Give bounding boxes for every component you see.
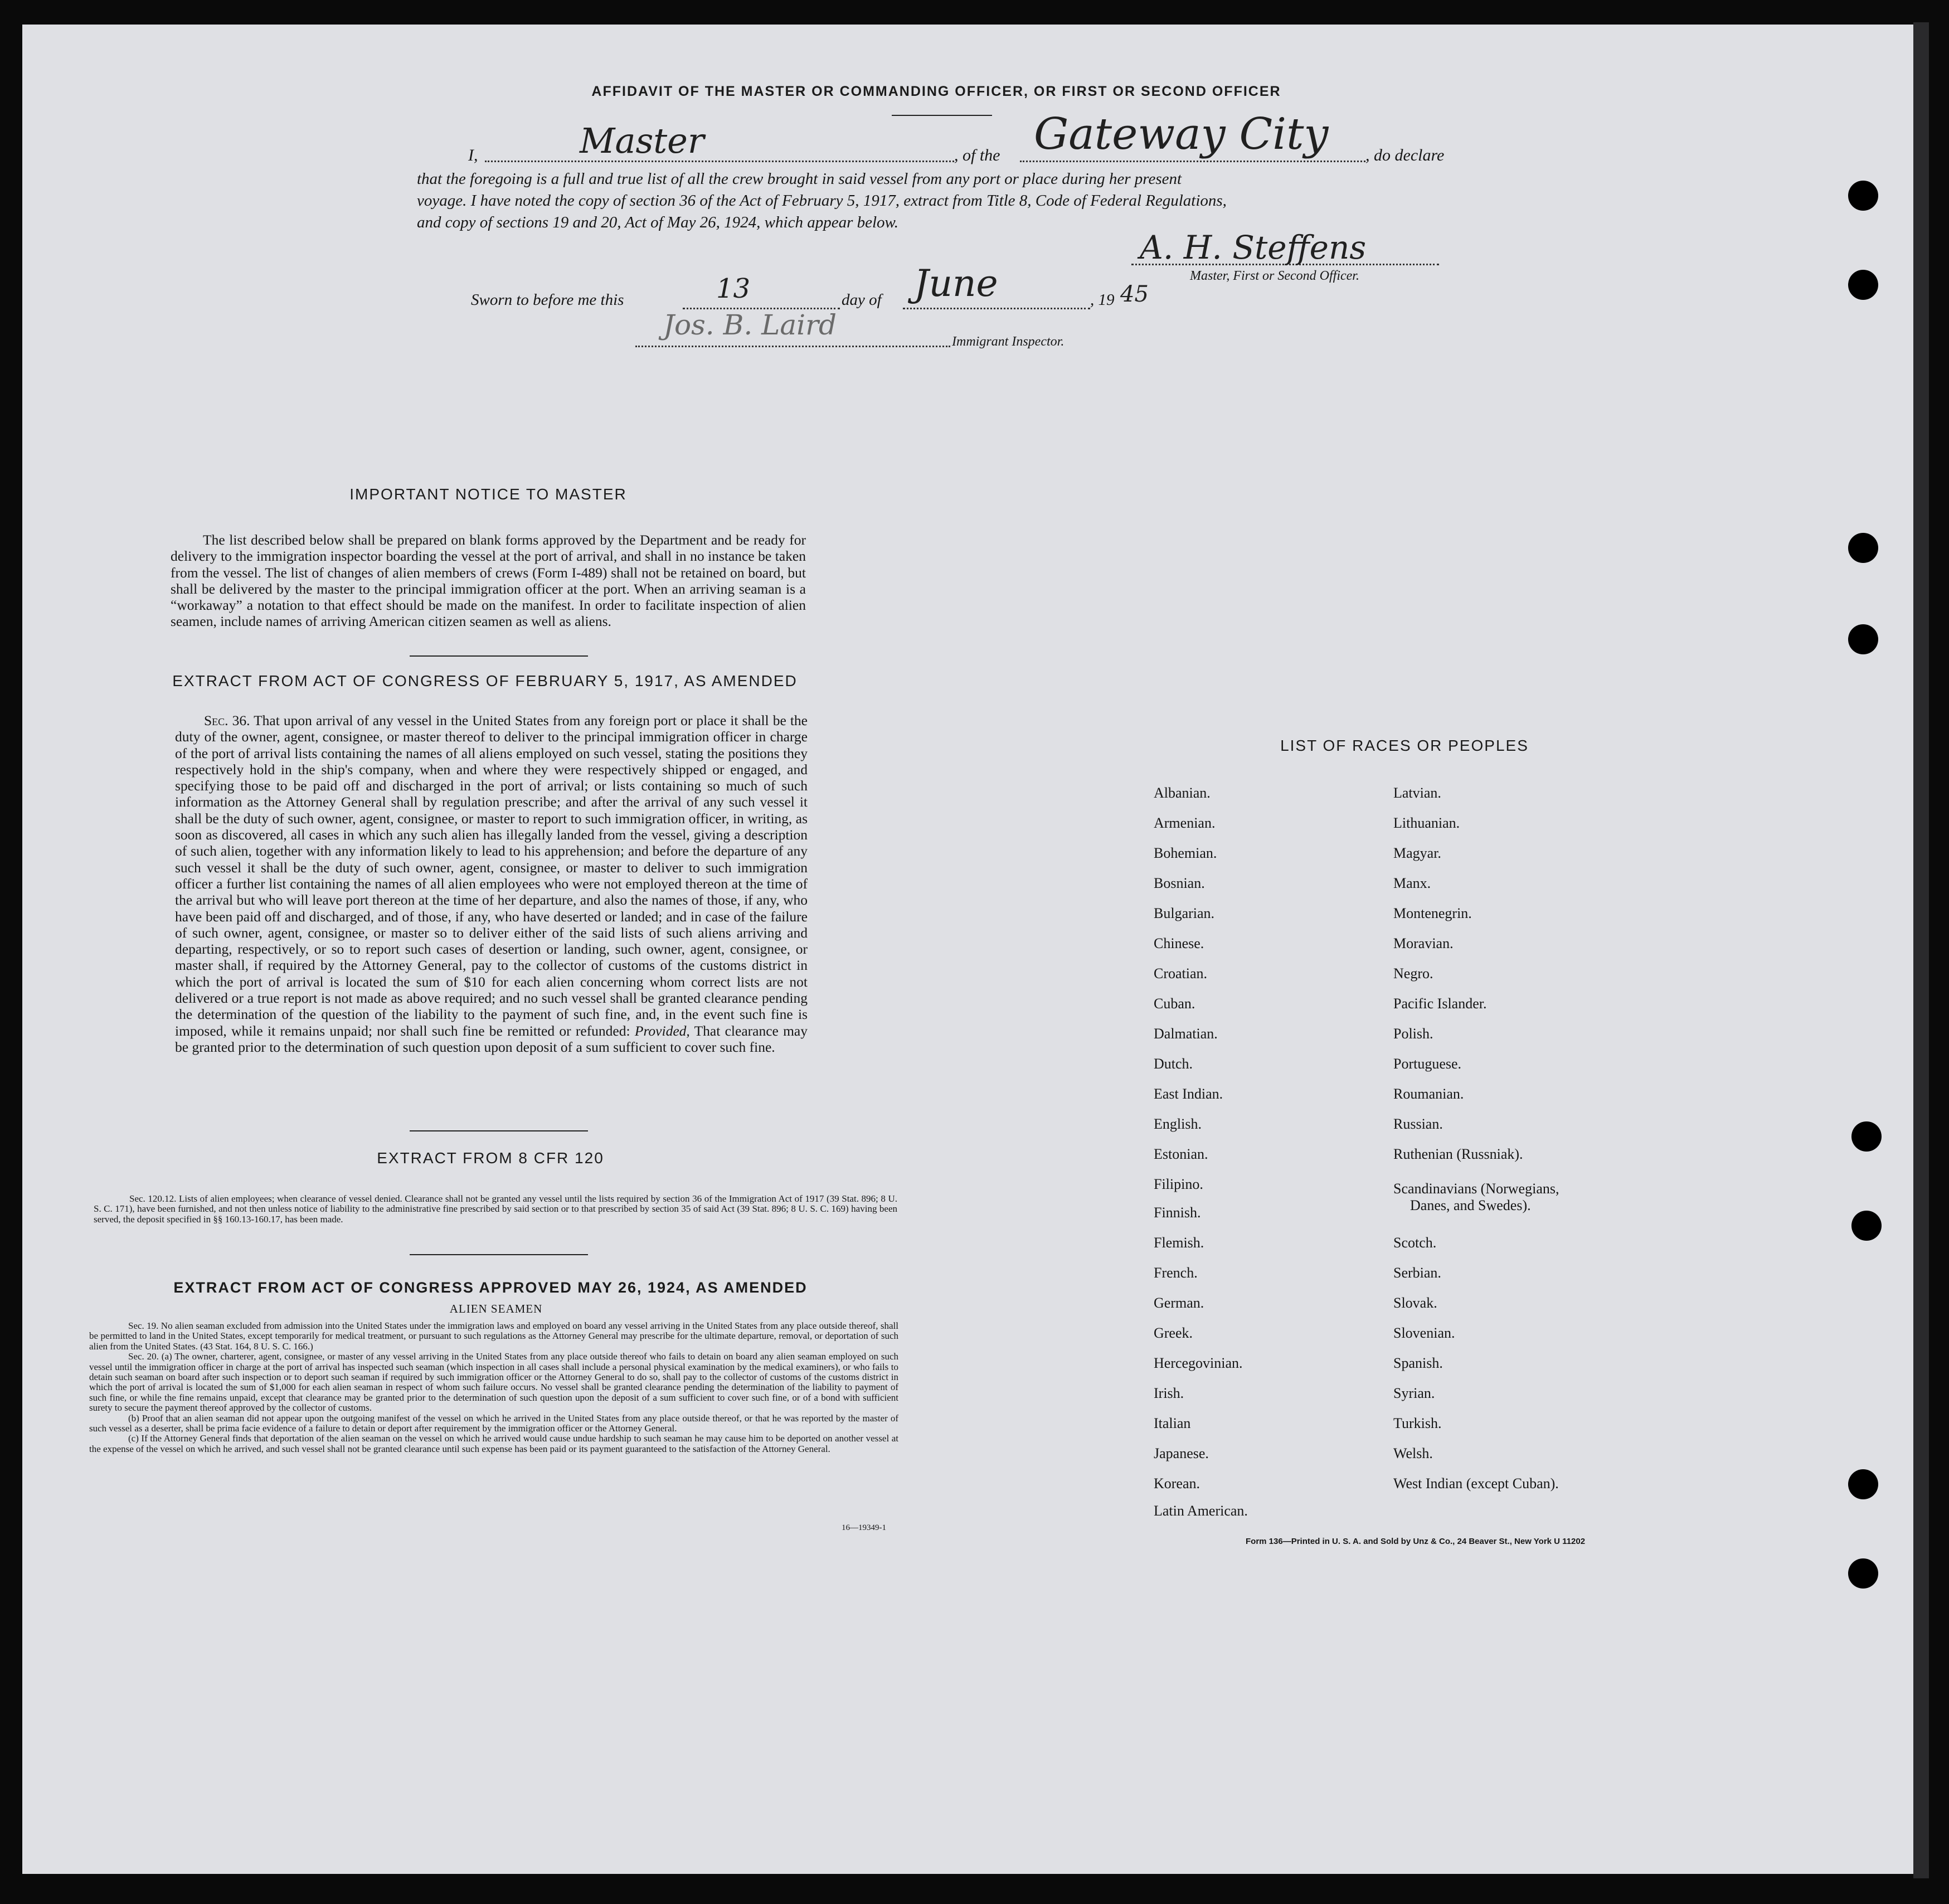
race-left-24: Latin American.	[1154, 1503, 1248, 1519]
sec-20b-paragraph: (b) Proof that an alien seaman did not appear upon the outgoing manifest of the vessel on which he arrived in the United States from any place outside thereof, or that he was reported by the master of such vessel as a deserter, shall be prima facie evidence of a failure to detain or deport after requirement by the immigration officer or the Attorney General.	[89, 1412, 898, 1434]
race-left-23: Korean.	[1154, 1475, 1200, 1492]
provided-text: That clearance may be granted prior to the determination of such question upon deposit of a sum sufficient to cover such fine.	[175, 1022, 808, 1055]
race-left-14: Finnish.	[1154, 1204, 1201, 1221]
day-of-label: day of	[842, 291, 882, 309]
race-right-12: Ruthenian (Russniak).	[1393, 1146, 1523, 1162]
race-right-10: Roumanian.	[1393, 1086, 1464, 1102]
race-right-17: Slovenian.	[1393, 1325, 1455, 1341]
race-right-6: Negro.	[1393, 965, 1433, 982]
race-right-22: West Indian (except Cuban).	[1393, 1475, 1559, 1492]
race-left-2: Bohemian.	[1154, 845, 1217, 861]
vessel-name-handwritten: Gateway City	[1034, 109, 1329, 159]
race-right-5: Moravian.	[1393, 935, 1454, 951]
provided-label: Provided,	[634, 1022, 690, 1039]
race-right-1: Lithuanian.	[1393, 815, 1460, 831]
sec-36-text: That upon arrival of any vessel in the United States from any foreign port or place it shall be the duty of the owner, agent, consignee, or master thereof to deliver to the principal immigration officer in charge of the port of arrival lists containing the names of all aliens employed on such vessel, stating the positions they respectively hold in the ship's company, when and where they were respectively shipped or engaged, and specifying those to be paid off and discharged in the port of arrival; or lists containing so much of such information as the Attorney General shall by regulation prescribe; and after the arrival of any such vessel it shall be the duty of such owner, agent, consignee, or master to report to such immigration officer, in writing, as soon as discovered, all cases in which any such alien has illegally landed from the vessel, giving a description of such alien, together with any information likely to lead to his apprehension; and before the departure of any such vessel it shall be the duty of such owner, agent, consignee, or master to deliver to such immigration officer a further list containing the names of all alien employees who were not employed thereon at the time of the arrival but who will leave port thereon at the time of her departure, and also the names of those, if any, who have been paid off and discharged, and of those, if any, who have deserted or landed; and in case of the failure of such owner, agent, consignee, or master so to deliver either of the said lists of such aliens arriving and departing, respectively, or so to report such cases of desertion or landing, such owner, agent, consignee, or master shall, if required by the Attorney General, pay to the collector of customs of the customs district in which the port of arrival is located the sum of $10 for each alien concerning whom correct lists are not delivered or a true report is not made as above required; and no such vessel shall be granted clearance pending the determination of the question of the liability to the payment of such fine, and, in the event such fine is imposed, while it remains unpaid; nor shall such fine be remitted or refunded:	[175, 712, 808, 1039]
punch-hole	[1851, 1121, 1882, 1152]
race-left-6: Croatian.	[1154, 965, 1208, 982]
race-left-1: Armenian.	[1154, 815, 1216, 831]
race-left-21: Italian	[1154, 1415, 1191, 1431]
master-name-field	[485, 123, 954, 162]
punch-hole	[1851, 1211, 1882, 1241]
punch-hole	[1848, 624, 1878, 654]
alien-seamen-subtitle: ALIEN SEAMEN	[449, 1302, 543, 1315]
inspector-caption: Immigrant Inspector.	[952, 334, 1065, 349]
race-left-3: Bosnian.	[1154, 875, 1205, 891]
race-left-16: French.	[1154, 1265, 1198, 1281]
sworn-month-handwritten: June	[914, 262, 998, 305]
race-right-0: Latvian.	[1393, 785, 1441, 801]
race-left-15: Flemish.	[1154, 1235, 1204, 1251]
extract-1917-text	[175, 712, 808, 1055]
notice-text	[171, 532, 806, 630]
sworn-label: Sworn to before me this	[471, 291, 624, 309]
do-declare-label: , do declare	[1365, 146, 1445, 164]
race-right-9: Portuguese.	[1393, 1056, 1462, 1072]
affidavit-title: AFFIDAVIT OF THE MASTER OR COMMANDING OFFICER, OR FIRST OR SECOND OFFICER	[591, 84, 1281, 99]
race-right-continuation: Danes, and Swedes).	[1410, 1197, 1531, 1213]
master-name-handwritten: Master	[580, 120, 704, 161]
cfr-title: EXTRACT FROM 8 CFR 120	[377, 1149, 604, 1167]
notice-paragraph: The list described below shall be prepared on blank forms approved by the Department and be ready for delivery to the immigration inspector boarding the vessel at the port of arrival, and shall in no instance be taken from the vessel. The list of changes of alien members of crews (Form I-489) shall not be retained on board, but shall be delivered by the master to the principal immigration officer at the port. When an arriving seaman is a “workaway” a notation to that effect should be made on the manifest. In order to facilitate inspection of alien seamen, include names of arriving American citizen seamen as well as aliens.	[171, 532, 806, 630]
cfr-text: Sec. 120.12. Lists of alien employees; when clearance of vessel denied. Clearance shall not be granted any vessel until the lists required by section 36 of the Immigration Act of 1917 (39 Stat. 896; 8 U. S. C. 171), have been furnished, and not then unless notice of liability to the administrative fine prescribed by said section or to that prescribed by section 35 of said Act (39 Stat. 896; 8 U. S. C. 169) having been served, the deposit specified in §§ 160.13-160.17, has been made.	[94, 1193, 897, 1225]
notice-rule	[410, 655, 588, 657]
sworn-day-handwritten: 13	[716, 273, 751, 304]
race-left-7: Cuban.	[1154, 995, 1195, 1012]
race-left-22: Japanese.	[1154, 1445, 1209, 1461]
race-right-21: Welsh.	[1393, 1445, 1433, 1461]
officer-caption: Master, First or Second Officer.	[1190, 269, 1359, 283]
notice-title: IMPORTANT NOTICE TO MASTER	[349, 485, 627, 503]
sec-20a-paragraph: Sec. 20. (a) The owner, charterer, agent, consignee, or master of any vessel arriving in the United States from any place outside thereof who fails to detain on board any alien seaman employed on such vessel until the immigration officer in charge at the port of arrival has inspected such seaman (which inspection in all cases shall include a personal physical examination by the medical examiners), or who fails to detain such seaman on board after such inspection or to deport such seaman if required by such immigration officer or the Attorney General to do so, shall pay to the collector of customs of the customs district in which the port of arrival is located the sum of $1,000 for each alien seaman in respect of whom such failure occurs. No vessel shall be granted clearance pending the determination of the liability to payment of such fine, or while the fine remains unpaid, except that clearance may be granted prior to the determination of such question upon the deposit of a sum sufficient to cover such fine, or of a bond with sufficient surety to secure the payment thereof approved by the collector of customs.	[89, 1351, 898, 1414]
sec-36-label: Sec. 36.	[204, 712, 250, 728]
race-right-13: Scandinavians (Norwegians,	[1393, 1181, 1559, 1197]
cfr-rule	[410, 1254, 588, 1255]
race-left-19: Hercegovinian.	[1154, 1355, 1243, 1371]
races-title: LIST OF RACES OR PEOPLES	[1280, 737, 1529, 754]
declaration-line-2: voyage. I have noted the copy of section 36 of the Act of February 5, 1917, extract from Title 8, Code of Federal Regulations,	[417, 192, 1227, 210]
race-left-0: Albanian.	[1154, 785, 1211, 801]
declaration-line-3: and copy of sections 19 and 20, Act of May 26, 1924, which appear below.	[417, 213, 898, 231]
race-right-18: Spanish.	[1393, 1355, 1443, 1371]
race-left-12: Estonian.	[1154, 1146, 1208, 1162]
form-code: 16—19349-1	[842, 1523, 886, 1532]
punch-hole	[1848, 270, 1878, 300]
extract-1917-title: EXTRACT FROM ACT OF CONGRESS OF FEBRUARY 5, 1917, AS AMENDED	[172, 672, 798, 689]
year-handwritten: 45	[1120, 281, 1149, 307]
race-right-16: Slovak.	[1393, 1295, 1437, 1311]
race-right-20: Turkish.	[1393, 1415, 1442, 1431]
affidavit-title-rule	[892, 115, 992, 116]
sec-19-paragraph: Sec. 19. No alien seaman excluded from admission into the United States under the immigration laws and employed on board any vessel arriving in the United States from any place outside thereof, shall be permitted to land in the United States, except temporarily for medical treatment, or pursuant to such regulations as the Attorney General may prescribe for the ultimate departure, removal, or deportation of such alien from the United States. (43 Stat. 164, 8 U. S. C. 166.)	[89, 1320, 898, 1352]
race-left-17: German.	[1154, 1295, 1204, 1311]
race-right-2: Magyar.	[1393, 845, 1441, 861]
race-left-8: Dalmatian.	[1154, 1026, 1218, 1042]
officer-signature: A. H. Steffens	[1140, 229, 1367, 266]
extract-1924-title: EXTRACT FROM ACT OF CONGRESS APPROVED MAY 26, 1924, AS AMENDED	[173, 1279, 808, 1296]
year-prefix-label: , 19	[1090, 291, 1115, 309]
punch-hole	[1848, 1469, 1878, 1499]
page-edge	[1913, 22, 1929, 1878]
extract-1917-rule	[410, 1130, 588, 1131]
race-right-19: Syrian.	[1393, 1385, 1435, 1401]
inspector-signature: Jos. B. Laird	[663, 309, 837, 341]
sec-20c-paragraph: (c) If the Attorney General finds that deportation of the alien seaman on the vessel on which he arrived would cause undue hardship to such seaman he may cause him to be deported on another vessel at the expense of the vessel on which he arrived, and such vessel shall not be granted clearance until such expense has been paid or its payment guaranteed to the satisfaction of the Attorney General.	[89, 1433, 898, 1454]
race-left-4: Bulgarian.	[1154, 905, 1215, 921]
race-left-10: East Indian.	[1154, 1086, 1223, 1102]
declaration-line-1: that the foregoing is a full and true list of all the crew brought in said vessel from any port or place during her present	[417, 170, 1182, 188]
printer-form-note: Form 136—Printed in U. S. A. and Sold by Unz & Co., 24 Beaver St., New York U 11202	[1246, 1537, 1586, 1546]
sworn-day-field	[683, 279, 840, 309]
punch-hole	[1848, 181, 1878, 211]
race-right-3: Manx.	[1393, 875, 1431, 891]
race-left-9: Dutch.	[1154, 1056, 1193, 1072]
race-left-13: Filipino.	[1154, 1176, 1203, 1192]
race-left-18: Greek.	[1154, 1325, 1193, 1341]
race-right-14: Scotch.	[1393, 1235, 1437, 1251]
race-right-4: Montenegrin.	[1393, 905, 1472, 921]
extract-1924-text	[89, 1321, 898, 1454]
of-the-label: , of the	[954, 146, 1000, 164]
declaration-i-label: I,	[468, 146, 478, 164]
race-left-11: English.	[1154, 1116, 1202, 1132]
race-right-11: Russian.	[1393, 1116, 1443, 1132]
punch-hole	[1848, 533, 1878, 563]
race-left-5: Chinese.	[1154, 935, 1204, 951]
punch-hole	[1848, 1558, 1878, 1589]
race-left-20: Irish.	[1154, 1385, 1184, 1401]
race-right-7: Pacific Islander.	[1393, 995, 1487, 1012]
race-right-8: Polish.	[1393, 1026, 1433, 1042]
race-right-15: Serbian.	[1393, 1265, 1441, 1281]
